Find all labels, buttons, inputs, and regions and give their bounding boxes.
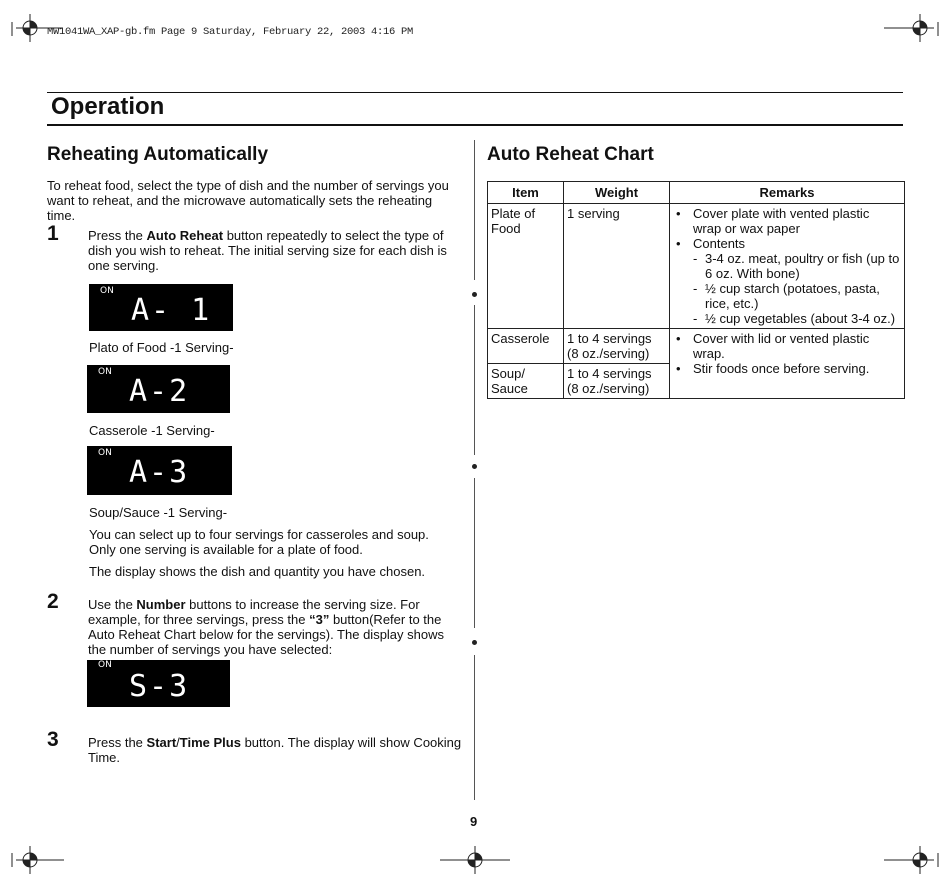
header-weight: Weight <box>564 182 670 204</box>
lcd-display-s3 <box>87 660 230 707</box>
title-top-rule <box>47 92 903 93</box>
number-label: Number <box>136 597 186 612</box>
display-1-caption: Plato of Food -1 Serving- <box>89 340 234 355</box>
start-label: Start <box>146 735 177 750</box>
auto-reheat-table <box>487 181 905 399</box>
registration-mark-bottom-center-icon <box>440 846 510 874</box>
cell-item: Plate of Food <box>488 204 564 329</box>
column-divider-mid2 <box>474 478 475 628</box>
step-2-text: Use the Number buttons to increase the serving size. For example, for three servings, press the “3” button(Refer to the Auto Reheat Chart below for the servings). The display shows the number of servings you have selected: <box>88 597 444 657</box>
lcd-text: A-2 <box>129 374 190 408</box>
lcd-segments <box>127 449 227 489</box>
lcd-text: A- 1 <box>131 293 212 327</box>
column-divider-bottom <box>474 655 475 800</box>
step-3-text: Press the Start/Time Plus button. The display will show Cooking Time. <box>88 735 462 765</box>
display-3-caption: Soup/Sauce -1 Serving- <box>89 505 228 520</box>
lcd-segments <box>127 368 227 408</box>
cell-weight: 1 to 4 servings (8 oz./serving) <box>564 329 670 364</box>
header-item: Item <box>488 182 564 204</box>
cell-weight: 1 serving <box>564 204 670 329</box>
column-divider-top <box>474 140 475 280</box>
lcd-on-indicator: ON <box>98 660 112 670</box>
right-heading: Auto Reheat Chart <box>487 144 654 165</box>
cell-item: Soup/ Sauce <box>488 364 564 399</box>
page-title: Operation <box>51 93 165 120</box>
three-label: “3” <box>309 612 330 627</box>
auto-reheat-label: Auto Reheat <box>146 228 224 243</box>
header-remarks: Remarks <box>670 182 905 204</box>
divider-dot <box>472 292 477 297</box>
cell-remarks: • Cover plate with vented plastic wrap or wax paper • Contents - 3-4 oz. meat, poultry or fish (up to 6 oz. With bone) - ½ cup starch (potatoes, pasta, rice, etc.) - ½ cup vegetables (about 3-4 oz.) <box>670 204 905 329</box>
column-divider-mid <box>474 305 475 455</box>
lcd-on-indicator: ON <box>98 448 112 458</box>
lcd-text: S-3 <box>129 669 190 703</box>
lcd-segments <box>129 287 229 327</box>
cell-remarks: • Cover with lid or vented plastic wrap. • Stir foods once before serving. <box>670 329 905 399</box>
page-number: 9 <box>470 814 478 829</box>
display-2-caption: Casserole -1 Serving- <box>89 423 215 438</box>
lcd-on-indicator: ON <box>100 286 114 296</box>
time-plus-label: Time Plus <box>179 735 241 750</box>
cell-weight: 1 to 4 servings (8 oz./serving) <box>564 364 670 399</box>
cell-item: Casserole <box>488 329 564 364</box>
registration-mark-bottom-left-icon <box>12 846 64 874</box>
divider-dot <box>472 640 477 645</box>
step-1-number: 1 <box>47 222 59 245</box>
step-2-number: 2 <box>47 590 59 613</box>
lcd-display-a3 <box>87 446 232 495</box>
intro-paragraph: To reheat food, select the type of dish and the number of servings you want to reheat, and the microwave automatically sets the reheating time. <box>47 178 449 223</box>
lcd-segments <box>127 663 227 703</box>
title-bottom-rule <box>47 124 903 126</box>
lcd-display-a2 <box>87 365 230 413</box>
display-note: The display shows the dish and quantity you have chosen. <box>89 564 426 579</box>
table-header-row <box>488 182 905 204</box>
divider-dot <box>472 464 477 469</box>
step-1-text: Press the Auto Reheat button repeatedly to select the type of dish you wish to reheat. The initial serving size for each dish is one serving. <box>88 228 447 273</box>
print-header: MW1041WA_XAP-gb.fm Page 9 Saturday, February 22, 2003 4:16 PM <box>47 26 414 38</box>
lcd-display-a1 <box>89 284 233 331</box>
registration-mark-top-right-icon <box>884 14 938 42</box>
lcd-text: A-3 <box>129 455 190 489</box>
step-3-number: 3 <box>47 728 59 751</box>
table-row <box>488 329 905 364</box>
servings-note: You can select up to four servings for casseroles and soup. Only one serving is available for a plate of food. <box>89 527 429 557</box>
lcd-on-indicator: ON <box>98 367 112 377</box>
table-row <box>488 204 905 329</box>
registration-mark-bottom-right-icon <box>884 846 938 874</box>
left-heading: Reheating Automatically <box>47 144 269 165</box>
